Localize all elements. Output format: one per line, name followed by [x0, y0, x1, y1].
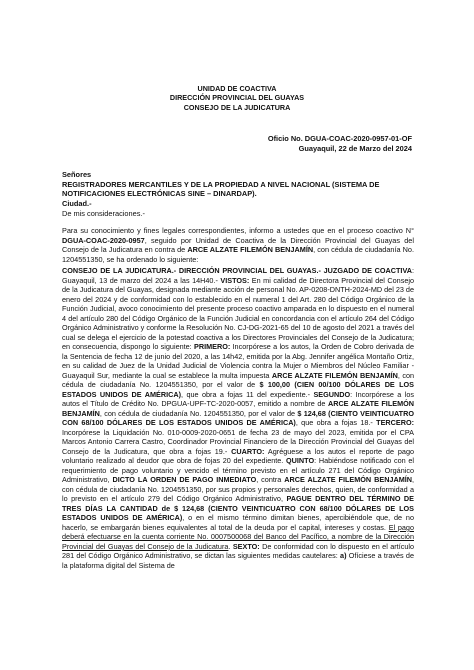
resolution-text: Incorpórese a los autos, la Orden de Cobro derivada de la Sentencia de fecha 12 de junio del 2020, a las 14h42, emitida por la Abg. Jennifer angélica Montaño Ortiz, en su calidad de Juez de la Unidad Judicial de Violencia contra la Mujer o Miembros del Núcleo Familiar - Guayaquil Sur, mediante la cual se establece la multa impuesta — [62, 342, 414, 380]
addressee-recipient: REGISTRADORES MERCANTILES Y DE LA PROPIEDAD A NIVEL NACIONAL (SISTEMA DE NOTIFICACIONES ELECTRÓNICAS SINE – DINARDAP). — [62, 179, 380, 199]
resolution-text: , que obra a fojas 11 del expediente.- — [181, 389, 311, 399]
court-heading: CONSEJO DE LA JUDICATURA.- DIRECCIÓN PROVINCIAL DEL GUAYAS.- JUZGADO DE COACTIVA — [62, 266, 412, 275]
resolution-text: : Incorpórese a los autos el Título de Crédito No. DPGUA-UPF-TC-2020-0057, emitido a nombre de — [62, 389, 414, 409]
resolution-text: Agréguese a los autos el reporte de pago voluntario realizado al deudor que obra de fojas 20 del expediente. — [62, 446, 415, 466]
resolution-text: , con cédula de ciudadanía No. 1204551350, por el valor de — [99, 408, 296, 418]
primero-label: PRIMERO: — [194, 342, 231, 352]
resolution-text: En mi calidad de Directora Provincial del Consejo de la Judicatura del Guayas, designada mediante acción de personal No. AP-0208-DNTH-2024-MD del 23 de enero del 2024 y de conformidad con lo establecido en el numeral 1 del Art. 280 del Código Orgánico de la Función Judicial, avoco conocimiento del presente proceso coactivo amparada en lo dispuesto en el numeral 4 del artículo 280 del Código Orgánico de la Función Judicial en concordancia con el artículo 264 del Código Orgánico Administrativo y conforme la Resolución No. CJ-DG-2021-65 del 10 de agosto del 2021 a través del cual se delega el ejercicio de la potestad coactiva a los Directores Provinciales del Consejo de la Judicatura; en consecuencia, dispongo lo siguiente: — [62, 275, 415, 352]
sexto-label: SEXTO: — [232, 541, 260, 551]
addressee-salutation: Señores — [62, 170, 92, 179]
cuarto-label: CUARTO: — [231, 446, 265, 456]
resolution-text: De conformidad con lo dispuesto en el artículo 281 del Código Orgánico Administrativo, se dictan las siguientes medidas cautelares: — [62, 541, 415, 561]
oficio-place-date: Guayaquil, 22 de Marzo del 2024 — [298, 143, 412, 153]
resolution-text: : Guayaquil, 13 de marzo del 2024 a las 14H40.- — [62, 266, 414, 285]
intro-text: , seguido por Unidad de Coactiva de la Dirección Provincial del Guayas del Consejo de la Judicatura en contra de — [62, 235, 414, 254]
segundo-label: SEGUNDO — [313, 389, 351, 399]
payment-order: DICTO LA ORDEN DE PAGO INMEDIATO — [112, 475, 257, 485]
resolution-text: , con cédula de ciudadanía No. 1204551350, por el valor de — [62, 370, 415, 390]
resolution-text: Ofíciese a través de la plataforma digital del Sistema de — [62, 551, 415, 570]
resolution-text: , contra — [256, 475, 282, 485]
resolution-paragraph — [62, 266, 414, 571]
debtor-name: ARCE ALZATE FILEMÓN BENJAMÍN — [187, 245, 314, 254]
credit-amount: $ 124,68 (CIENTO VEINTICUATRO CON 68/100 DÓLARES DE LOS ESTADOS UNIDOS DE AMÉRICA) — [62, 408, 414, 428]
addressee-block — [62, 170, 414, 208]
oficio-number: Oficio No. DGUA-COAC-2020-0957-01-OF — [267, 134, 412, 143]
tercero-label: TERCERO: — [376, 418, 415, 428]
resolution-text: : Habiéndose notificado con el requerimiento de pago voluntario y vencido el término previsto en el artículo 271 del Código Orgánico Administrativo, — [62, 456, 415, 485]
intro-text: , con cédula de ciudadanía No. 1204551350, se ha ordenado lo siguiente: — [62, 245, 415, 264]
addressee-city: Ciudad.- — [62, 198, 92, 208]
intro-text: Para su conocimiento y fines legales correspondientes, informo a ustedes que en el proceso coactivo N° — [62, 226, 414, 235]
debtor-name: ARCE ALZATE FILEMÓN BENJAMÍN — [62, 399, 414, 418]
process-number: DGUA-COAC-2020-0957 — [62, 235, 145, 245]
header-unit: UNIDAD DE COACTIVA — [197, 84, 277, 93]
vistos-label: VISTOS: — [220, 275, 250, 285]
item-a-label: a) — [340, 551, 347, 561]
debtor-name: ARCE ALZATE FILEMÓN BENJAMÍN — [284, 475, 412, 485]
intro-paragraph — [62, 226, 414, 264]
fine-amount: $ 100,00 (CIEN 00/100 DÓLARES DE LOS ESTADOS UNIDOS DE AMÉRICA) — [62, 380, 415, 399]
greeting: De mis consideraciones.- — [62, 209, 145, 218]
resolution-text: , que obra a fojas 18.- — [295, 418, 373, 428]
bank-account-note: El pago deberá efectuarse en la cuenta corriente No. 0007500068 del Banco del Pacífico, a nombre de la Dirección Provincial del Guayas del Consejo de la Judicatura — [62, 522, 414, 551]
resolution-text: . — [228, 541, 231, 551]
resolution-text: , con cédula de ciudadanía No. 1204551350, por sus propios y personales derechos, quien, de conformidad a lo previsto en el artículo 279 del Código Orgánico Administrativo, — [62, 475, 415, 504]
resolution-text: Incorpórese la Liquidación No. 010-0009-2020-0651 de fecha 23 de mayo del 2023, emitida por el CPA Marcos Antonio Carrera Castro, Coordinador Provincial Financiero de la Dirección Provincial del Guayas del Consejo de la Judicatura, que obra a fojas 19.- — [62, 427, 414, 456]
debtor-name: ARCE ALZATE FILEMÓN BENJAMÍN — [271, 370, 398, 380]
resolution-text: , o en el mismo término dimitan bienes, apercibiéndole que, de no hacerlo, se embargarán bienes equivalentes al total de la deuda por el capital, intereses y costas. — [62, 513, 414, 532]
document-header — [0, 84, 474, 112]
payment-demand: PAGUE DENTRO DEL TÉRMINO DE TRES DÍAS LA CANTIDAD de $ 124,68 (CIENTO VEINTICUATRO CON 68/100 DÓLARES DE LOS ESTADOS UNIDOS DE AMÉRICA) — [62, 494, 415, 523]
quinto-label: QUINTO — [286, 456, 315, 466]
oficio-block — [268, 134, 412, 153]
header-direction: DIRECCIÓN PROVINCIAL DEL GUAYAS — [169, 93, 305, 103]
header-council: CONSEJO DE LA JUDICATURA — [183, 102, 291, 112]
